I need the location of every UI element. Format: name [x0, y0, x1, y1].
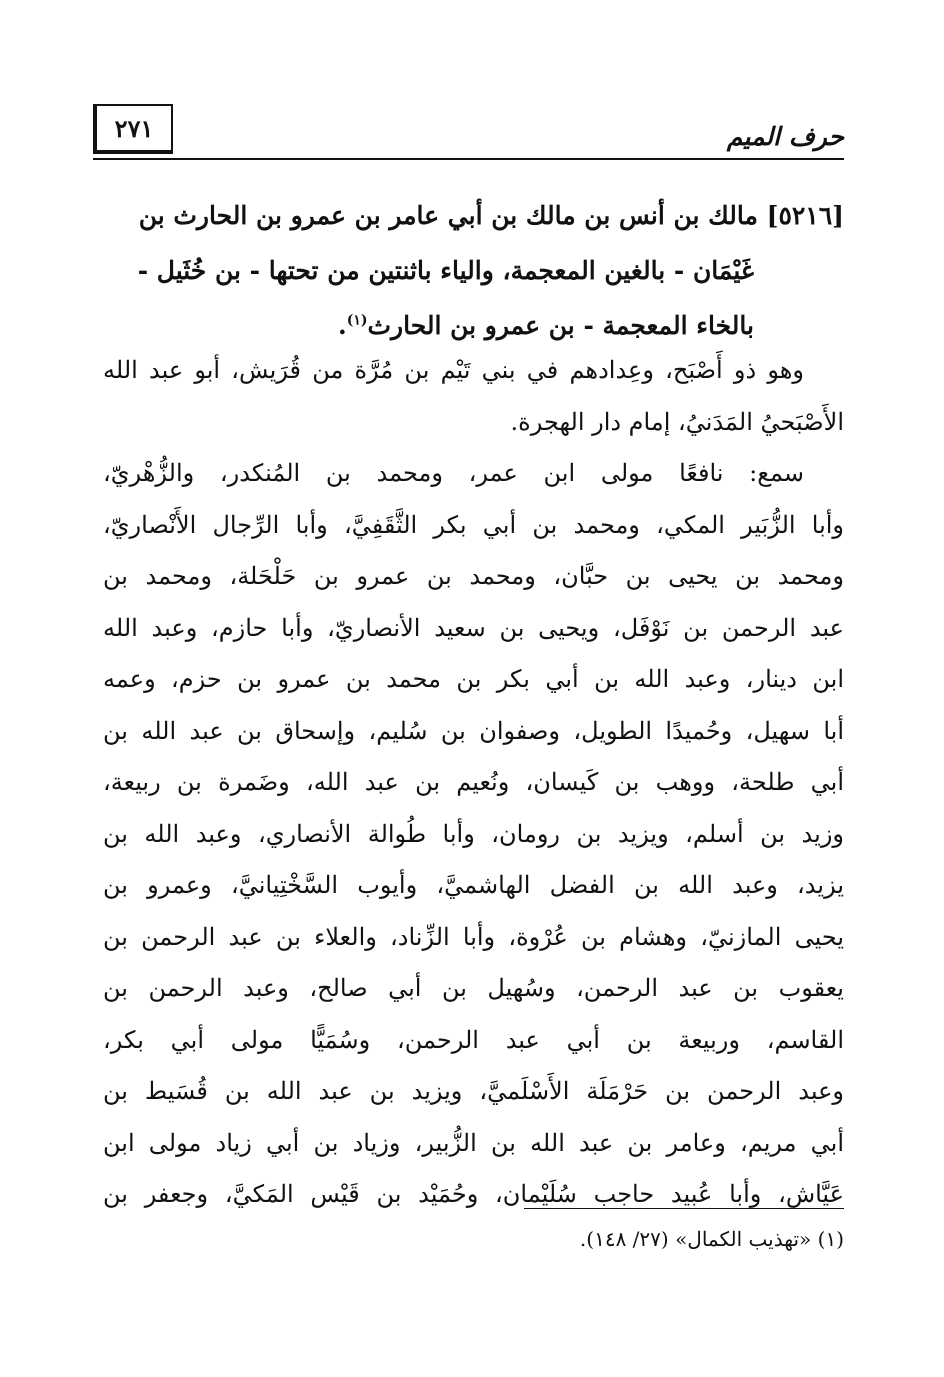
body-line: يزيد، وعبد الله بن الفضل الهاشميَّ، وأيوب السَّخْتِيانيَّ، وعمرو بن	[103, 871, 844, 899]
entry-heading-text: بالخاء المعجمة - بن عمرو بن الحارث	[367, 311, 754, 340]
page-number: ٢٧١	[114, 113, 154, 143]
footnote-rule	[524, 1208, 844, 1209]
entry-number: [٥٢١٦]	[766, 201, 844, 230]
entry-heading-line: غَيْمَان - بالغين المعجمة، والياء باثنتين من تحتها - بن خُثَيل -	[137, 256, 754, 285]
body-line: أبي مريم، وعامر بن عبد الله بن الزُّبير، وزياد بن أبي زياد مولى ابن	[103, 1128, 844, 1157]
body-line: يعقوب بن عبد الرحمن، وسُهيل بن أبي صالح، وعبد الرحمن بن	[103, 974, 844, 1002]
body-text	[103, 345, 844, 1221]
footnote-marker[interactable]: (١)	[346, 312, 368, 329]
entry-heading-line	[103, 188, 844, 243]
body-line: عَيَّاش، وأبا عُبيد حاجب سُلَيْمان، وحُمَيْد بن قَيْس المَكيَّ، وجعفر بن	[103, 1180, 844, 1208]
footnote: (١) «تهذيب الكمال» (٢٧/ ١٤٨).	[579, 1227, 844, 1251]
body-line: وهو ذو أَصْبَح، وعِدادهم في بني تَيْم بن مُرَّة من قُرَيش، أبو عبد الله	[103, 356, 804, 384]
body-line: وأبا الزُّبَير المكي، ومحمد بن أبي بكر الثَّقَفِيَّ، وأبا الرِّجال الأَنْصاريّ،	[103, 510, 844, 539]
header-rule	[93, 158, 844, 160]
body-line: وزيد بن أسلم، ويزيد بن رومان، وأبا طُوالة الأنصاري، وعبد الله بن	[103, 819, 844, 848]
entry-heading-end: .	[337, 311, 347, 340]
body-line: الأَصْبَحيُ المَدَنيُ، إمام دار الهجرة.	[510, 407, 844, 436]
body-line: ومحمد بن يحيى بن حبَّان، ومحمد بن عمرو بن حَلْحَلة، ومحمد بن	[103, 562, 844, 590]
entry-heading-text: مالك بن أنس بن مالك بن أبي عامر بن عمرو بن الحارث بن	[138, 201, 758, 230]
body-line: وعبد الرحمن بن حَرْمَلَة الأَسْلَميَّ، ويزيد بن عبد الله بن قُسَيط بن	[103, 1077, 844, 1105]
body-line: أبي طلحة، ووهب بن كَيسان، ونُعيم بن عبد الله، وضَمرة بن ربيعة،	[103, 768, 844, 796]
body-line: القاسم، وربيعة بن أبي عبد الرحمن، وسُمَيًّا مولى أبي بكر،	[103, 1025, 844, 1054]
page-number-box	[93, 104, 173, 154]
body-line: ابن دينار، وعبد الله بن أبي بكر بن محمد بن عمرو بن حزم، وعمه	[103, 665, 844, 693]
running-head: حرف الميم	[726, 122, 844, 151]
entry-heading	[103, 188, 844, 353]
body-line: يحيى المازنيّ، وهشام بن عُرْوة، وأبا الزِّناد، والعلاء بن عبد الرحمن بن	[103, 922, 844, 951]
body-line: سمع: نافعًا مولى ابن عمر، ومحمد بن المُنكدر، والزُّهْريّ،	[103, 459, 804, 487]
body-line: أبا سهيل، وحُميدًا الطويل، وصفوان بن سُليم، وإسحاق بن عبد الله بن	[103, 716, 844, 745]
body-line: عبد الرحمن بن نَوْفَل، ويحيى بن سعيد الأنصاريّ، وأبا حازم، وعبد الله	[103, 613, 844, 642]
